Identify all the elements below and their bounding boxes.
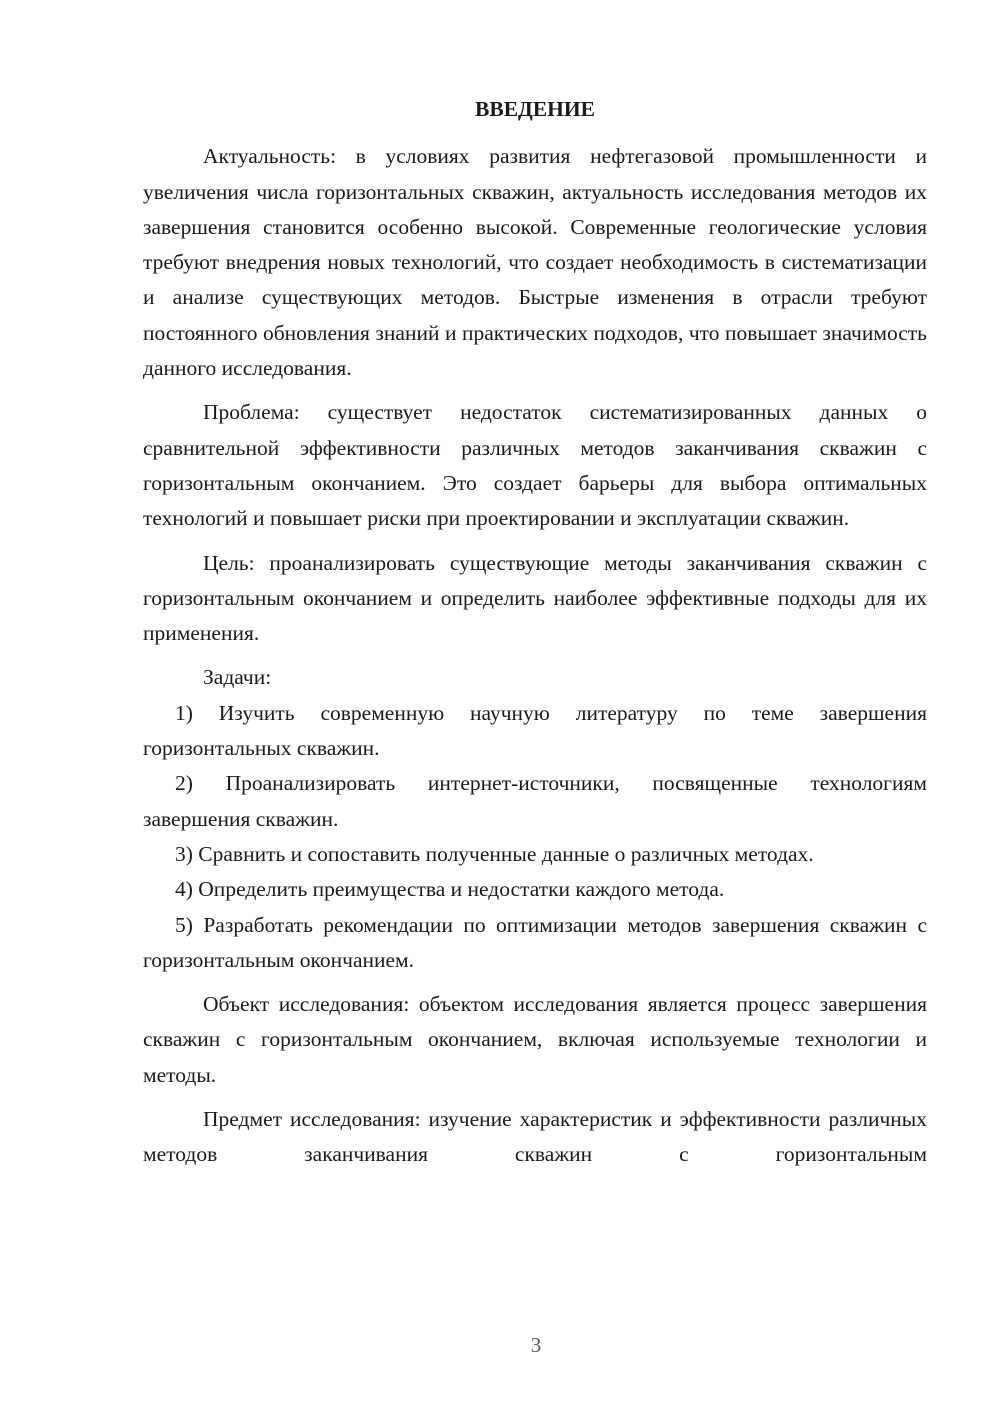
document-page <box>143 92 927 1173</box>
task-item-4: 4) Определить преимущества и недостатки каждого метода. <box>175 877 725 902</box>
task-item-1: 1) Изучить современную научную литературу по теме завершения горизонтальных скважин. <box>143 700 927 761</box>
page-number: 3 <box>530 1333 542 1357</box>
task-item-3: 3) Сравнить и сопоставить полученные данные о различных методах. <box>175 841 814 866</box>
paragraph-object: Объект исследования: объектом исследования является процесс завершения скважин с горизонтальным окончанием, включая используемые технологии и методы. <box>143 992 927 1087</box>
paragraph-subject: Предмет исследования: изучение характеристик и эффективности различных методов заканчивания скважин с горизонтальным <box>143 1107 927 1167</box>
tasks-title: Задачи: <box>203 665 272 690</box>
task-item-5: 5) Разработать рекомендации по оптимизации методов завершения скважин с горизонтальным окончанием. <box>143 912 927 972</box>
paragraph-problem: Проблема: существует недостаток систематизированных данных о сравнительной эффективности различных методов заканчивания скважин с горизонтальным окончанием. Это создает барьеры для выбора оптимальных технологий и повышает риски при проектировании и эксплуатации скважин. <box>143 400 927 531</box>
task-item-2: 2) Проанализировать интернет-источники, посвященные технологиям завершения скважин. <box>143 771 927 831</box>
paragraph-goal: Цель: проанализировать существующие методы заканчивания скважин с горизонтальным окончанием и определить наиболее эффективные подходы для их применения. <box>143 550 927 646</box>
page-title: ВВЕДЕНИЕ <box>475 97 595 121</box>
paragraph-relevance: Актуальность: в условиях развития нефтегазовой промышленности и увеличения числа горизонтальных скважин, актуальность исследования методов их завершения становится особенно высокой. Современные геологические условия требуют внедрения новых технологий, что создает необходимость в систематизации и анализе существующих методов. Быстрые изменения в отрасли требуют постоянного обновления знаний и практических подходов, что повышает значимость данного исследования. <box>143 144 927 381</box>
